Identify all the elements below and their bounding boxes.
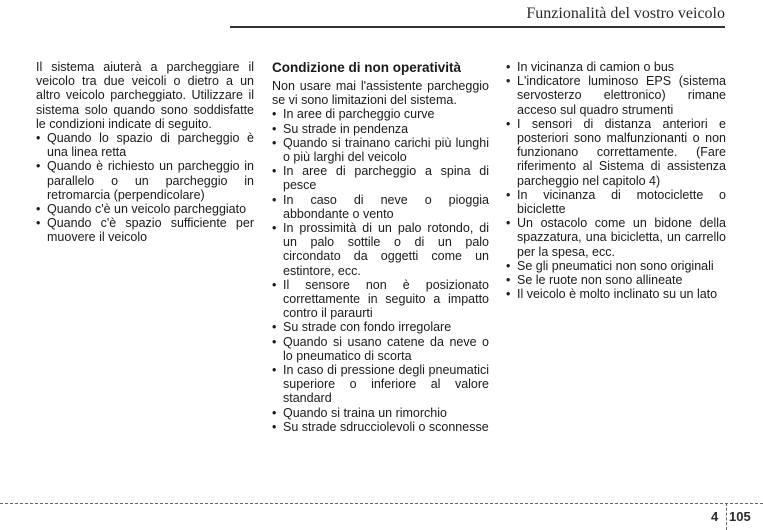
page-header-title: Funzionalità del vostro veicolo	[526, 5, 725, 22]
bullet-icon: •	[506, 287, 511, 302]
list-item-text: Su strade con fondo irregolare	[283, 320, 452, 335]
bullet-icon: •	[272, 419, 277, 434]
right-column	[506, 60, 726, 301]
list-item-text: Su strade sdrucciolevoli o sconnesse	[283, 419, 489, 434]
list-item	[272, 221, 489, 278]
list-item	[506, 273, 726, 287]
list-item-text: Quando è richiesto un parcheggio in parallelo o un parcheggio in retromarcia (perpendicolare)	[47, 159, 254, 202]
list-item-text: Quando si trainano carichi più lunghi o più larghi del veicolo	[283, 135, 489, 165]
bullet-icon: •	[506, 273, 511, 288]
bullet-icon: •	[272, 164, 277, 179]
list-item-text: Il veicolo è molto inclinato su un lato	[517, 287, 718, 302]
bullet-icon: •	[272, 277, 277, 292]
left-intro-paragraph: Il sistema aiuterà a parcheggiare il veicolo tra due veicoli o dietro a un altro veicolo parcheggiato. Utilizzare il sistema solo quando sono soddisfatte le condizioni indicate di seguito.	[36, 60, 254, 131]
bullet-icon: •	[506, 60, 511, 74]
bullet-icon: •	[272, 121, 277, 136]
bullet-icon: •	[36, 159, 41, 174]
left-bullet-list	[36, 131, 254, 245]
bullet-icon: •	[506, 116, 511, 131]
list-item	[506, 74, 726, 117]
list-item	[272, 363, 489, 406]
section-title: Condizione di non operatività	[272, 60, 461, 75]
bullet-icon: •	[272, 334, 277, 349]
list-item	[272, 122, 489, 136]
bullet-icon: •	[36, 131, 41, 146]
bullet-icon: •	[272, 221, 277, 236]
footer-separator	[726, 503, 727, 530]
list-item	[36, 131, 254, 159]
list-item-text: Quando c'è un veicolo parcheggiato	[47, 202, 247, 217]
list-item-text: In vicinanza di motociclette o biciclette	[517, 187, 726, 217]
chapter-number: 4	[711, 509, 719, 524]
bullet-icon: •	[36, 216, 41, 231]
middle-bullet-list	[272, 107, 489, 434]
list-item	[272, 420, 489, 434]
bullet-icon: •	[272, 107, 277, 122]
list-item	[272, 278, 489, 321]
list-item	[36, 216, 254, 244]
list-item-text: In vicinanza di camion o bus	[517, 60, 675, 74]
bullet-icon: •	[272, 405, 277, 420]
list-item	[36, 202, 254, 216]
list-item-text: Quando si traina un rimorchio	[283, 405, 447, 420]
list-item-text: I sensori di distanza anteriori e posteriori sono malfunzionanti o non funzionano correttamente. (Fare riferimento al Sistema di assistenza parcheggio nel capitolo 4)	[517, 116, 726, 188]
bullet-icon: •	[272, 320, 277, 335]
list-item-text: In caso di neve o pioggia abbondante o vento	[283, 192, 489, 221]
list-item	[272, 335, 489, 363]
list-item	[506, 60, 726, 74]
list-item-text: Quando si usano catene da neve o lo pneumatico di scorta	[283, 334, 489, 363]
bullet-icon: •	[506, 216, 511, 231]
bullet-icon: •	[506, 187, 511, 202]
list-item	[272, 107, 489, 121]
bullet-icon: •	[36, 202, 41, 217]
list-item	[272, 406, 489, 420]
list-item-text: Quando lo spazio di parcheggio è una linea retta	[47, 131, 254, 160]
middle-column	[272, 60, 489, 434]
list-item-text: Un ostacolo come un bidone della spazzatura, una bicicletta, un carrello per la spesa, ecc.	[517, 216, 726, 259]
middle-intro-paragraph: Non usare mai l'assistente parcheggio se vi sono limitazioni del sistema.	[272, 79, 489, 108]
header-rule	[230, 26, 725, 28]
list-item-text: Su strade in pendenza	[283, 121, 409, 136]
list-item-text: L'indicatore luminoso EPS (sistema servosterzo elettronico) rimane acceso sul quadro strumenti	[517, 74, 726, 117]
list-item-text: In aree di parcheggio curve	[283, 107, 435, 122]
left-column	[36, 60, 254, 245]
footer-rule	[0, 503, 763, 504]
list-item	[272, 320, 489, 334]
bullet-icon: •	[272, 135, 277, 150]
list-item-text: Quando c'è spazio sufficiente per muovere il veicolo	[47, 216, 254, 245]
list-item	[272, 136, 489, 164]
list-item	[506, 188, 726, 216]
bullet-icon: •	[272, 192, 277, 207]
list-item	[36, 159, 254, 202]
bullet-icon: •	[506, 74, 511, 89]
list-item-text: In caso di pressione degli pneumatici superiore o inferiore al valore standard	[283, 363, 489, 406]
list-item-text: Il sensore non è posizionato correttamente in seguito a impatto contro il paraurti	[283, 277, 489, 321]
bullet-icon: •	[272, 363, 277, 378]
list-item	[272, 164, 489, 192]
list-item-text: In prossimità di un palo rotondo, di un palo sottile o di un palo circondato da oggetti come un estintore, ecc.	[283, 221, 489, 278]
list-item-text: In aree di parcheggio a spina di pesce	[283, 164, 489, 193]
list-item-text: Se le ruote non sono allineate	[517, 273, 683, 288]
right-bullet-list	[506, 60, 726, 301]
list-item	[506, 216, 726, 259]
page-number: 105	[729, 509, 751, 524]
list-item	[506, 117, 726, 188]
list-item	[506, 259, 726, 273]
list-item	[506, 287, 726, 301]
bullet-icon: •	[506, 258, 511, 273]
list-item	[272, 193, 489, 221]
list-item-text: Se gli pneumatici non sono originali	[517, 258, 714, 273]
